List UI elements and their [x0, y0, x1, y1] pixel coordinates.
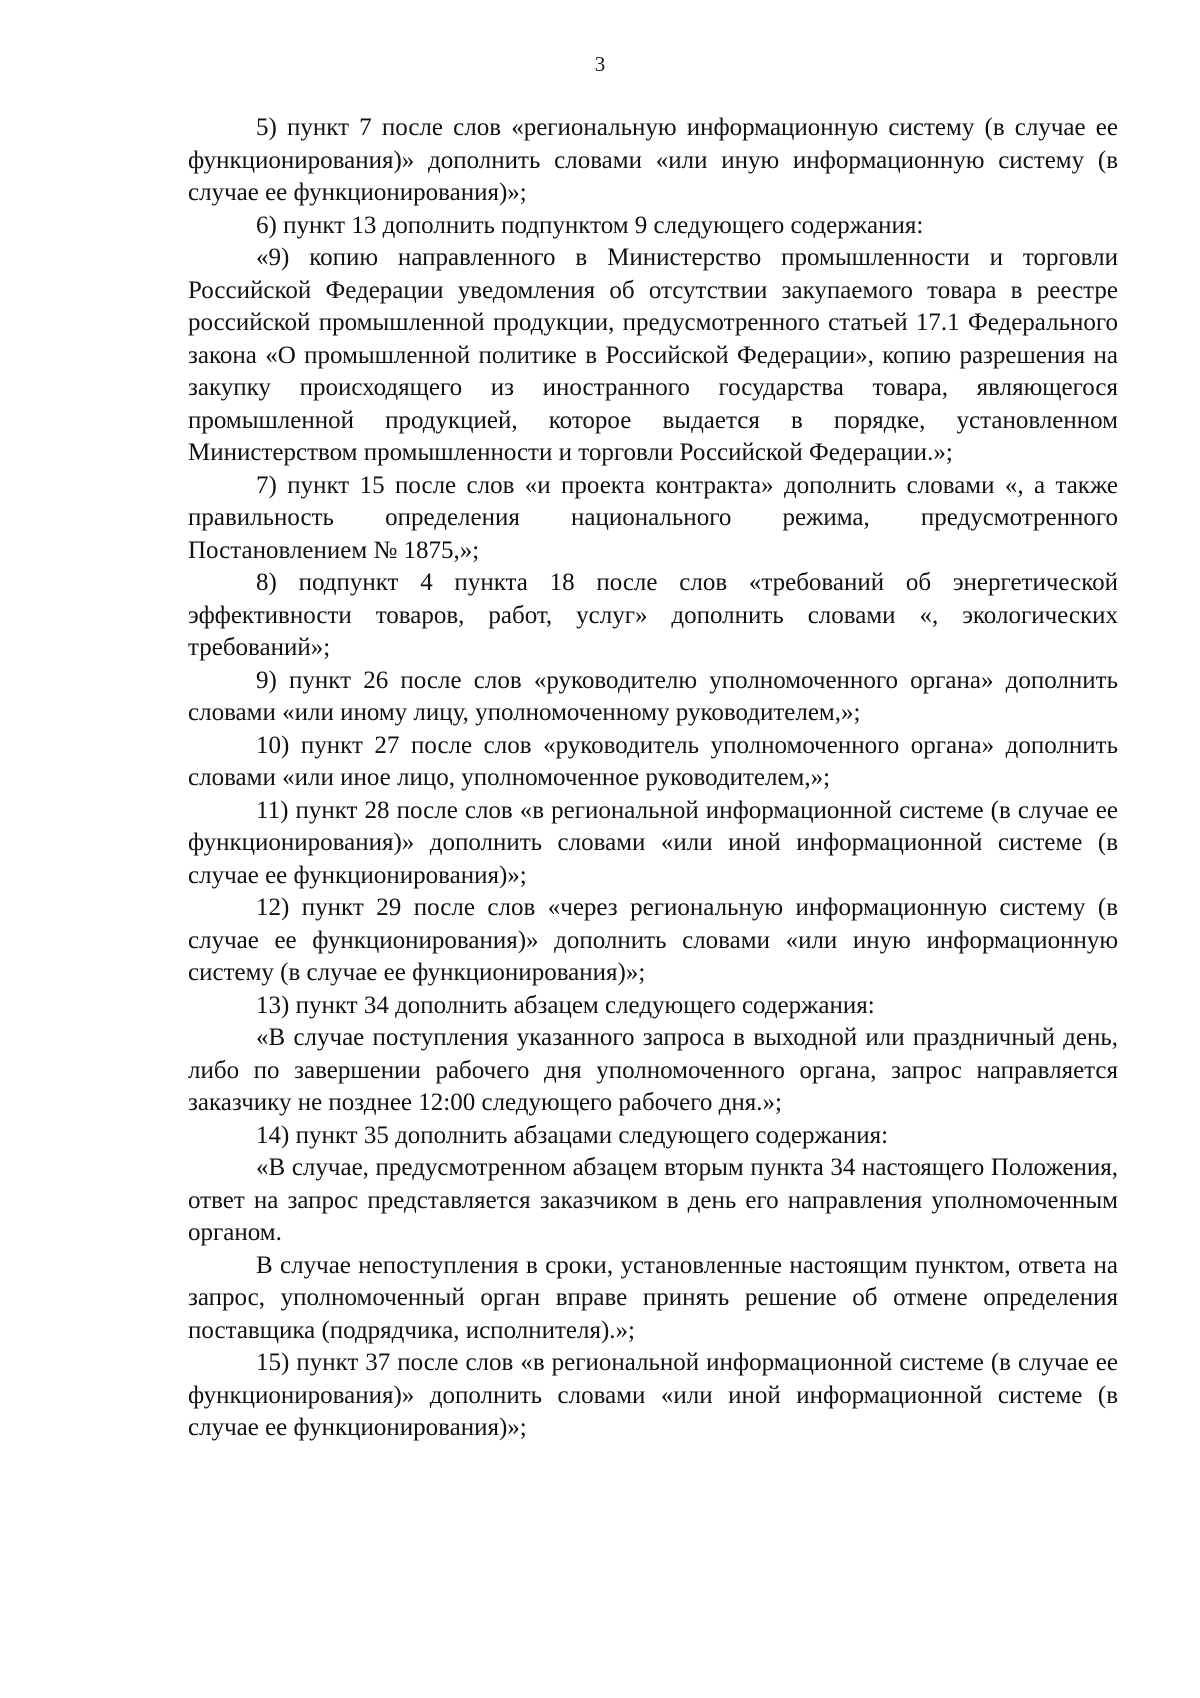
subitem-9-quote-paragraph: «9) копию направленного в Министерство промышленности и торговли Российской Федерации уведомления об отсутствии закупаемого товара в реестре российской промышленной продукции, предусмотренного статьей 17.1 Федерального закона «О промышленной политике в Российской Федерации», копию разрешения на закупку происходящего из иностранного государства товара, являющегося промышленной продукцией, которое выдается в порядке, установленном Министерством промышленности и торговли Российской Федерации.»; [188, 244, 1118, 466]
document-body [188, 112, 1118, 1445]
item-9-paragraph: 9) пункт 26 после слов «руководителю уполномоченного органа» дополнить словами «или иному лицу, уполномоченному руководителем,»; [188, 666, 1118, 726]
item-14-quote-paragraph-1: «В случае, предусмотренном абзацем вторым пункта 34 настоящего Положения, ответ на запрос представляется заказчиком в день его направления уполномоченным органом. [188, 1154, 1118, 1246]
item-11-paragraph: 11) пункт 28 после слов «в региональной информационной системе (в случае ее функционирования)» дополнить словами «или иной информационной системе (в случае ее функционирования)»; [188, 796, 1118, 889]
item-12-paragraph: 12) пункт 29 после слов «через региональную информационную систему (в случае ее функционирования)» дополнить словами «или иную информационную систему (в случае ее функционирования)»; [188, 894, 1118, 986]
item-14-paragraph: 14) пункт 35 дополнить абзацами следующего содержания: [256, 1121, 889, 1149]
item-10-paragraph: 10) пункт 27 после слов «руководитель уполномоченного органа» дополнить словами «или иное лицо, уполномоченное руководителем,»; [188, 731, 1118, 791]
page-number: 3 [594, 52, 606, 76]
item-15-paragraph: 15) пункт 37 после слов «в региональной информационной системе (в случае ее функционирования)» дополнить словами «или иной информационной системе (в случае ее функционирования)»; [188, 1349, 1118, 1441]
item-13-paragraph: 13) пункт 34 дополнить абзацем следующего содержания: [256, 991, 875, 1019]
item-5-paragraph: 5) пункт 7 после слов «региональную информационную систему (в случае ее функционирования)» дополнить словами «или иную информационную систему (в случае ее функционирования)»; [188, 114, 1118, 206]
item-7-paragraph: 7) пункт 15 после слов «и проекта контракта» дополнить словами «, а также правильность определения национального режима, предусмотренного Постановлением № 1875,»; [188, 471, 1118, 564]
item-8-paragraph: 8) подпункт 4 пункта 18 после слов «требований об энергетической эффективности товаров, работ, услуг» дополнить словами «, экологических требований»; [188, 569, 1118, 661]
item-13-quote-paragraph: «В случае поступления указанного запроса в выходной или праздничный день, либо по завершении рабочего дня уполномоченного органа, запрос направляется заказчику не позднее 12:00 следующего рабочего дня.»; [188, 1024, 1118, 1116]
item-6-paragraph: 6) пункт 13 дополнить подпунктом 9 следующего содержания: [256, 211, 924, 239]
item-14-quote-paragraph-2: В случае непоступления в сроки, установленные настоящим пунктом, ответа на запрос, уполномоченный орган вправе принять решение об отмене определения поставщика (подрядчика, исполнителя).»; [188, 1251, 1118, 1344]
